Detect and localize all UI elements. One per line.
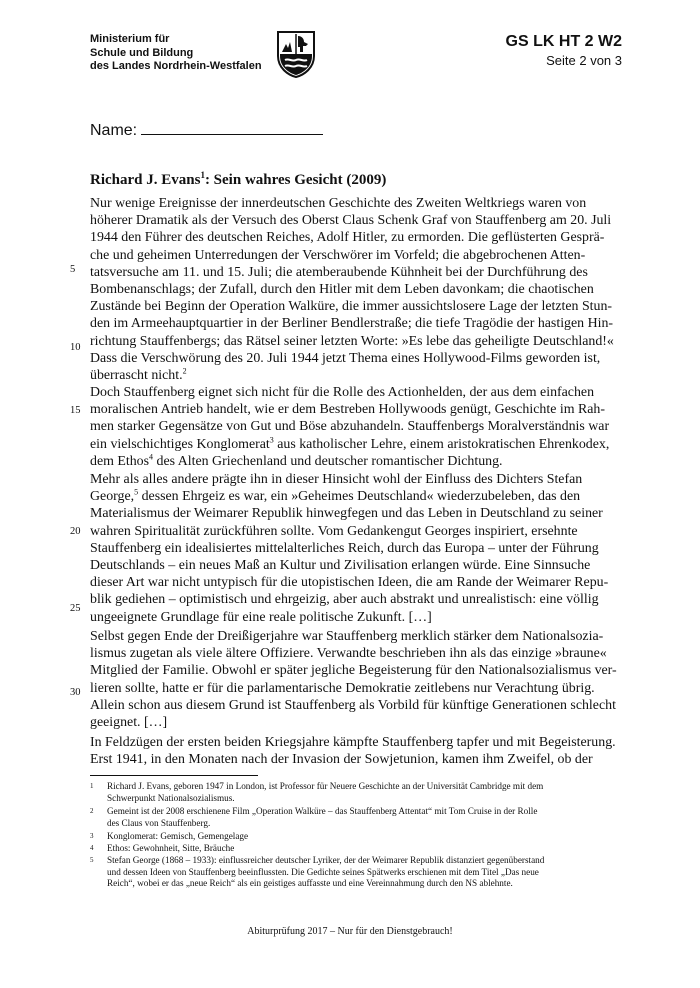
title-author: Richard J. Evans [90,172,201,188]
footnote-line: Richard J. Evans, geboren 1947 in London, ist Professor für Neuere Geschichte an der Universität Cambridge mit dem [107,781,544,791]
text-line: Stauffenberg ein idealisiertes mittelalterliches Reich, durch das Europa – unter der Führung [90,540,599,556]
text-line: geeignet. […] [90,715,168,731]
footnote-line: Schwerpunkt Nationalsozialismus. [107,792,235,803]
footnote-number: 1 [90,782,94,790]
text-title [90,170,386,189]
text-segment: dessen Ehrgeiz es war, ein »Geheimes Deutschland« wiederzubeleben, das den [138,489,581,505]
text-line: blik gediehen – optimistisch und ehrgeizig, aber auch abstrakt und unrealistisch: eine völlig [90,592,599,608]
footnote-number: 3 [90,832,94,840]
text-line: Nur wenige Ereignisse der innerdeutschen Geschichte des Zweiten Weltkriegs waren von [90,196,587,211]
text-line: Allein schon aus diesem Grund ist Stauffenberg als Vorbild für künftige Generationen schlecht [90,697,616,713]
text-line [90,453,610,470]
footnote-line: Gemeint ist der 2008 erschienene Film „Operation Walküre – das Stauffenberg Attentat“ mit Tom Cruise in der Rolle [107,806,538,816]
title-rest: : Sein wahres Gesicht (2009) [204,172,387,188]
text-segment: überrascht nicht. [90,368,183,384]
text-line: höherer Dramatik als der Versuch des Oberst Claus Schenk Graf von Stauffenberg am 20. Juli [90,213,612,229]
footnote-ref: 4 [149,452,154,462]
text-line: ungeeignete Grundlage für eine reale politische Zukunft. […] [90,609,432,625]
line-number: 15 [70,405,81,416]
text-line: Deutschlands – ein neues Maß an Kultur und Zivilisation erlangen würde. Eine Sinnsuche [90,558,591,574]
footnote-number: 5 [90,856,94,864]
text-line: Mehr als alles andere prägte ihn in dieser Hinsicht wohl der Einfluss des Dichters Stefan [90,472,583,487]
footnote-line: Ethos: Gewohnheit, Sitte, Bräuche [107,843,235,853]
text-line: Erst 1941, in den Monaten nach der Invasion der Sowjetunion, kamen ihm Zweifel, ob der [90,752,593,768]
text-line: richtung Stauffenbergs; das Rätsel seiner letzten Worte: »Es lebe das geheiligte Deutschland!« [90,333,614,349]
footnote-ref: 3 [269,434,274,444]
text-line: den im Armeehauptquartier in der Berliner Bendlerstraße; die tiefe Tragödie der hastigen Hin- [90,316,614,332]
name-label: Name: [90,122,138,139]
footnote [90,843,610,855]
text-line [90,367,610,384]
text-segment: George, [90,489,135,505]
footnote-line: und dessen Ideen von Stauffenberg beeinflussten. Die Gedichte seines Spätwerks erschienen mit dem Titel „Das neue [107,866,539,877]
nrw-coat-of-arms-icon [276,30,316,78]
footnote [90,831,610,843]
text-line: Dass die Verschwörung des 20. Juli 1944 jetzt Thema eines Hollywood-Films geworden ist, [90,350,601,366]
text-line: In Feldzügen der ersten beiden Kriegsjahre kämpfte Stauffenberg tapfer und mit Begeisterung. [90,735,616,750]
footnote [90,855,610,890]
ministry-line: Schule und Bildung [90,46,194,59]
footnote-line: Stefan George (1868 – 1933): einflussreicher deutscher Lyriker, der der Weimarer Republik distanziert gegenüberstand [107,855,545,865]
text-line: lismus zugetan als viele ältere Offiziere. Verwandte beschrieben ihn als das einzige »braune« [90,646,607,662]
text-line: wahren Spiritualität zurückführen sollte. Vom Gedankengut Georges inspiriert, ersehnte [90,523,578,539]
line-number: 30 [70,687,81,698]
document-code: GS LK HT 2 W2 [505,33,622,50]
footnote-number: 4 [90,844,94,852]
footnote [90,806,610,829]
ministry-line: Ministerium für [90,33,170,45]
ministry-line: des Landes Nordrhein-Westfalen [90,60,262,72]
line-number: 25 [70,603,81,614]
text-line: Selbst gegen Ende der Dreißigerjahre war Stauffenberg merklich stärker dem Nationalsozia- [90,629,604,644]
footnote-number: 2 [90,807,94,815]
paragraph-5 [90,734,616,768]
footnote-ref: 1 [200,170,205,180]
footnote-line: Reich“, wobei er das „neue Reich“ als ein geistiges auffasste und eine Vereinnahmung durch den NS ablehnte. [107,878,513,888]
line-number: 20 [70,526,81,537]
text-line: 1944 den Führer des deutschen Reiches, Adolf Hitler, zu ermorden. Die geflüsterten Gesprä- [90,230,605,246]
footnote-line: des Claus von Stauffenberg. [107,817,211,828]
text-line: men starker Gegensätze von Gut und Böse abzuhandeln. Stauffenbergs Moralverständnis war [90,419,610,435]
paragraph-3 [90,471,610,626]
line-number: 10 [70,342,81,353]
text-line: Bombenanschlags; der Zufall, durch den Hitler mit dem Leben davonkam; die chaotischen [90,282,594,298]
text-line: tatsversuche am 11. und 15. Juli; die atemberaubende Kühnheit bei der Durchführung des [90,264,588,280]
text-segment: dem Ethos [90,453,150,469]
text-line: Zustände bei Beginn der Operation Walküre, die immer aussichtslosere Lage der letzten Stun- [90,299,613,315]
text-line [90,488,610,505]
line-number: 5 [70,264,76,275]
page-indicator: Seite 2 von 3 [546,53,622,68]
name-blank-line[interactable] [141,119,323,135]
text-line: Doch Stauffenberg eignet sich nicht für die Rolle des Actionhelden, der aus dem einfachen [90,385,595,400]
text-line: che und geheimen Unterredungen der Verschwörer im Vorfeld; die abgebrochenen Atten- [90,247,586,263]
footnote [90,781,610,804]
footnote-ref: 5 [134,487,139,497]
page-footer: Abiturprüfung 2017 – Nur für den Dienstgebrauch! [247,926,453,937]
footnote-divider [90,775,258,776]
footnote-line: Konglomerat: Gemisch, Gemengelage [107,831,249,841]
paragraph-4 [90,628,617,731]
footnote-ref: 2 [182,366,187,376]
text-line: moralischen Antrieb handelt, wie er dem Bestreben Hollywoods genügt, Geschichte im Rah- [90,402,605,418]
text-line: lieren sollte, hatte er für die parlamentarische Demokratie zeitlebens nur Verachtung übrig. [90,680,595,696]
text-segment: des Alten Griechenland und deutscher romantischer Dichtung. [153,453,503,469]
text-line: Mitglied der Familie. Obwohl er später jegliche Begeisterung für den Nationalsozialismus ver- [90,663,617,679]
ministry-name [90,33,262,74]
text-line: dieser Art war nicht untypisch für die utopistischen Ideen, die am Rande der Weimarer Repu- [90,575,609,591]
name-field[interactable] [90,119,323,140]
text-segment: aus katholischer Lehre, einem aristokratischen Ehrenkodex, [273,436,610,452]
paragraph-1 [90,195,614,384]
paragraph-2 [90,384,610,470]
text-segment: ein vielschichtiges Konglomerat [90,436,270,452]
text-line: Materialismus der Weimarer Republik hinwegfegen und das Leben in Deutschland zu seiner [90,506,603,522]
text-line [90,436,610,453]
